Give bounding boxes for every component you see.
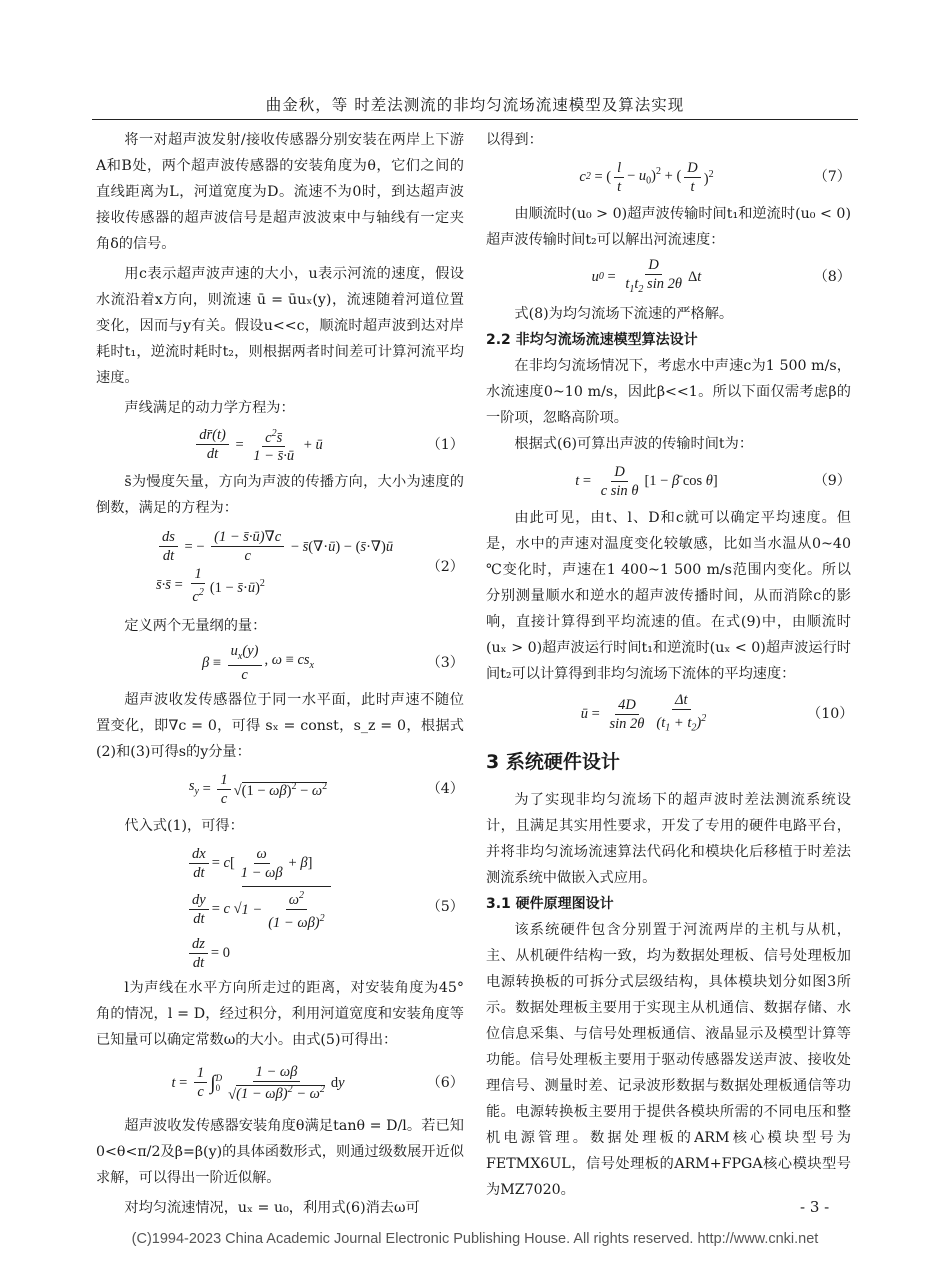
equation-number: （5） (426, 899, 464, 915)
copyright-footer: (C)1994-2023 China Academic Journal Electronic Publishing House. All rights reserved. http://www.cnki.net (131, 1231, 819, 1247)
paragraph: 以得到： (486, 132, 543, 148)
equation-4: $s_y$ = $\frac{1}{c}$ $√(1 - \omega\beta)^2 - \omega^2$ （4） (188, 771, 464, 807)
paragraph: 将一对超声波发射/接收传感器分别安装在两岸上下游A和B处，两个超声波传感器的安装角度为θ，它们之间的直线距离为L，河道宽度为D。流速不为0时，到达超声波接收传感器的超声波信号是超声波波束中与轴线有一定夹角δ的信号。 (96, 132, 464, 252)
section-heading-2-2: 2.2 非均匀流场流速模型算法设计 (486, 332, 698, 348)
equation-9: t = $\frac{D}{\text{c sin θ}}$ [1 − β̄ cos θ] （9） (575, 463, 851, 499)
equation-3: β ≡ $\frac{u_x(y)}{c}$ , $\omega \equiv cs_x$ （3） (202, 642, 464, 684)
equation-number: （8） (813, 269, 851, 285)
equation-7: c 2 = ( $\frac{l}{t}$ − $u_0)^2$ + ( $\frac{D}{t}$ )$^2$ （7） (579, 159, 851, 195)
left-column (96, 127, 464, 1221)
paragraph: l为声线在水平方向所走过的距离，对安装角度为45°角的情况，l = D，经过积分，利用河道宽度和安装角度等已知量可以确定常数ω的大小。由式(5)可得出： (96, 980, 464, 1048)
paragraph: 用c表示超声波声速的大小，u表示河流的速度，假设水流沿着x方向，则流速 ū = ūuₓ(y)，流速随着河道位置变化，因而与y有关。假设u<<c，顺流时超声波到达对岸耗时t₁，逆流时耗时t₂，则根据两者时间差可计算河流平均速度。 (96, 266, 464, 386)
equation-number: （4） (426, 781, 464, 797)
running-header: 曲金秋，等 时差法测流的非均匀流场流速模型及算法实现 (265, 96, 685, 114)
equation-number: （10） (807, 706, 854, 722)
paragraph: s̄为慢度矢量，方向为声波的传播方向，大小为速度的倒数，满足的方程为： (96, 474, 464, 516)
header-rule (92, 119, 858, 120)
section-heading-3: 3 系统硬件设计 (486, 751, 620, 773)
paragraph: 由顺流时(u₀ > 0)超声波传输时间t₁和逆流时(u₀ < 0)超声波传输时间t₂可以解出河流速度： (486, 206, 851, 248)
page-number: - 3 - (800, 1198, 830, 1216)
paragraph: 由此可见，由t、l、D和c就可以确定平均速度。但是，水中的声速对温度变化较敏感，比如当水温从0~40 ℃变化时，声速在1 400~1 500 m/s范围内变化。所以分别测量顺水和逆水的超声波传播时间，从而消除c的影响，直接计算得到平均流速的值。在式(9)中，由顺流时(uₓ > 0)超声波运行时间t₁和逆流时(uₓ < 0)超声波运行时间t₂可以计算得到非均匀流场下流体的平均速度： (486, 510, 851, 682)
equation-number: （3） (426, 655, 464, 671)
equation-number: （9） (813, 473, 851, 489)
paragraph: 对均匀流速情况，uₓ = u₀，利用式(6)消去ω可 (124, 1200, 420, 1216)
equation-number: （2） (426, 559, 464, 575)
section-heading-3-1: 3.1 硬件原理图设计 (486, 896, 614, 912)
paragraph: 超声波收发传感器位于同一水平面，此时声速不随位置变化，即∇c = 0，可得 sₓ = const，s_z = 0，根据式(2)和(3)可得s的y分量： (96, 692, 464, 760)
paragraph: 为了实现非均匀流场下的超声波时差法测流系统设计，且满足其实用性要求，开发了专用的硬件电路平台，并将非均匀流场流速算法代码化和模块化后移植于时差法测流系统中做嵌入式应用。 (486, 792, 851, 886)
paragraph: 定义两个无量纲的量： (124, 618, 267, 634)
equation-number: （6） (426, 1075, 464, 1091)
equation-number: （7） (813, 169, 851, 185)
paragraph: 超声波收发传感器安装角度θ满足tanθ = D/l。若已知0<θ<π/2及β=β(y)的具体函数形式，则通过级数展开近似求解，可以得出一阶近似解。 (96, 1118, 464, 1186)
equation-2: $\frac{ds}{dt}$ = − $\frac{(1 - s̄\cdot ū)\nabla c}{c}$ − s̄(∇·ū) − (s̄·∇)ū s̄ · s̄ = $\frac{1}{c^2}$ (1 − s̄·ū)$^2$ （2） (156, 529, 464, 605)
paragraph: 代入式(1)，可得： (124, 818, 244, 834)
paragraph: 声线满足的动力学方程为： (124, 400, 295, 416)
equation-8: u 0 = $\frac{D}{t_1t_2 \sin 2\theta}$ Δt （8） (591, 256, 851, 295)
paragraph: 式(8)为均匀流场下流速的严格解。 (514, 306, 734, 322)
equation-1: $\frac{dr̄(t)}{dt}$ = $\frac{c^2s̄}{1 - s̄\cdot ū}$ + ū （1） (96, 423, 464, 467)
equation-number: （1） (426, 437, 464, 453)
equation-5: $\frac{dx}{dt}$ = c[ $\frac{\omega}{1 - \omega\beta}$ + β] $\frac{dy}{dt}$ = c √ 1 − $\frac{\omega^2}{(1 - \omega\beta)^2}$ $\frac{dz}{dt}$ = 0 （5） (96, 841, 464, 973)
paragraph: 根据式(6)可算出声波的传输时间t为： (514, 436, 754, 452)
equation-6: t = $\frac{1}{c}$ ∫ D 0 $\frac{1 - \omega\beta}{√(1 - \omega\beta)^2 - \omega^2}$ dy （6） (171, 1063, 464, 1103)
paragraph: 在非均匀流场情况下，考虑水中声速c为1 500 m/s，水流速度0~10 m/s，因此β<<1。所以下面仅需考虑β的一阶项，忽略高阶项。 (486, 358, 851, 426)
right-column (486, 127, 854, 1203)
paragraph: 该系统硬件包含分别置于河流两岸的主机与从机，主、从机硬件结构一致，均为数据处理板、信号处理板加电源转换板的可拆分式层级结构，具体模块划分如图3所示。数据处理板主要用于实现主从机通信、数据存储、水位信息采集、与信号处理板通信、液晶显示及模型计算等功能。信号处理板主要用于驱动传感器发送声波、接收处理信号、测量时差、记录波形数据与数据处理板通信等功能。电源转换板主要用于提供各模块所需的不同电压和整机电源管理。数据处理板的ARM核心模块型号为FETMX6UL，信号处理板的ARM+FPGA核心模块型号为MZ7020。 (486, 922, 851, 1198)
equation-10: ū = $\frac{4D}{\sin 2\theta}$ $\frac{\Delta t}{(t_1 + t_2)^2}$ （10） (580, 691, 854, 734)
